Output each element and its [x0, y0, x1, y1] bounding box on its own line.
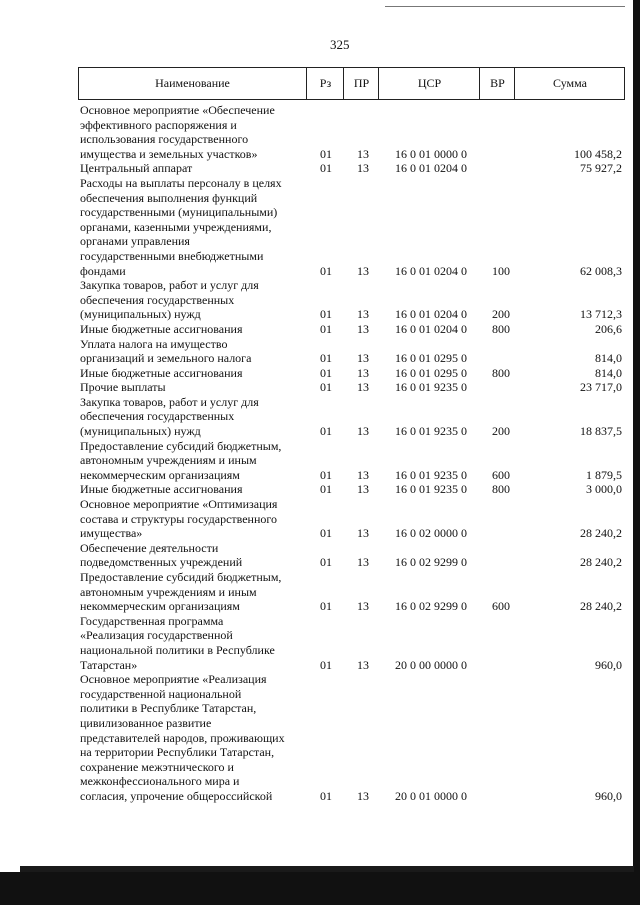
cell-rz: 01 [320, 657, 332, 672]
table-row [80, 395, 625, 439]
cell-sum: 28 240,2 [580, 555, 622, 570]
row-name-line: Иные бюджетные ассигнования [80, 482, 243, 497]
cell-sum: 960,0 [595, 788, 622, 803]
cell-pr: 13 [357, 321, 369, 336]
table-row [80, 672, 625, 803]
cell-pr: 13 [357, 365, 369, 380]
cell-pr: 13 [357, 599, 369, 614]
row-name-line: Основное мероприятие «Обеспечение [80, 103, 275, 117]
row-name [80, 161, 304, 176]
cell-csr: 20 0 00 0000 0 [395, 657, 467, 672]
cell-sum: 18 837,5 [580, 424, 622, 439]
cell-pr: 13 [357, 307, 369, 322]
row-name-line: Татарстан» [80, 657, 138, 672]
row-name-line: согласия, упрочение общероссийской [80, 788, 273, 803]
cell-rz: 01 [320, 424, 332, 439]
row-name-line: Предоставление субсидий бюджетным, [80, 438, 282, 453]
cell-pr: 13 [357, 526, 369, 541]
row-name-line: имущества» [80, 526, 143, 541]
table-row [80, 176, 625, 278]
table-row [80, 570, 625, 614]
row-name-line: автономным учреждениям и иным [80, 584, 257, 599]
cell-csr: 16 0 01 0295 0 [395, 351, 467, 366]
table-row [80, 497, 625, 541]
row-name-line: представителей народов, проживающих [80, 730, 285, 745]
row-name-line: межконфессионального мира и [80, 774, 240, 789]
cell-sum: 75 927,2 [580, 161, 622, 176]
cell-pr: 13 [357, 482, 369, 497]
cell-rz: 01 [320, 599, 332, 614]
cell-pr: 13 [357, 555, 369, 570]
cell-rz: 01 [320, 365, 332, 380]
cell-vr: 600 [492, 467, 510, 482]
cell-rz: 01 [320, 321, 332, 336]
cell-csr: 16 0 01 0000 0 [395, 146, 467, 161]
cell-pr: 13 [357, 380, 369, 395]
table-row [80, 380, 625, 395]
cell-sum: 3 000,0 [586, 482, 622, 497]
row-name-line: (муниципальных) нужд [80, 424, 201, 439]
cell-rz: 01 [320, 161, 332, 176]
row-name-line: органами управления [80, 234, 190, 249]
cell-rz: 01 [320, 555, 332, 570]
table-row [80, 103, 625, 161]
row-name-line: Закупка товаров, работ и услуг для [80, 394, 259, 409]
row-name-line: Основное мероприятие «Оптимизация [80, 497, 278, 512]
row-name [80, 278, 304, 322]
row-name-line: Прочие выплаты [80, 380, 166, 395]
cell-vr: 100 [492, 263, 510, 278]
table-row [80, 337, 625, 366]
row-name-line: национальной политики в Республике [80, 642, 275, 657]
cell-vr: 800 [492, 365, 510, 380]
table-row [80, 322, 625, 337]
header-name: Наименование [155, 76, 230, 90]
cell-sum: 62 008,3 [580, 263, 622, 278]
cell-csr: 20 0 01 0000 0 [395, 788, 467, 803]
cell-pr: 13 [357, 146, 369, 161]
cell-rz: 01 [320, 526, 332, 541]
table-row [80, 482, 625, 497]
cell-rz: 01 [320, 263, 332, 278]
row-name-line: автономным учреждениям и иным [80, 453, 257, 468]
row-name-line: обеспечения выполнения функций [80, 190, 258, 205]
row-name-line: Уплата налога на имущество [80, 336, 228, 351]
cell-sum: 814,0 [595, 365, 622, 380]
row-name-line: состава и структуры государственного [80, 511, 278, 526]
row-name [80, 380, 304, 395]
cell-sum: 1 879,5 [586, 467, 622, 482]
cell-sum: 23 717,0 [580, 380, 622, 395]
row-name-line: Иные бюджетные ассигнования [80, 321, 243, 336]
row-name-line: фондами [80, 263, 126, 278]
row-name-line: использования государственного [80, 132, 249, 147]
cell-rz: 01 [320, 380, 332, 395]
row-name-line: Основное мероприятие «Реализация [80, 672, 267, 687]
cell-csr: 16 0 01 0204 0 [395, 263, 467, 278]
table-row [80, 366, 625, 381]
cell-csr: 16 0 01 9235 0 [395, 424, 467, 439]
table-row [80, 161, 625, 176]
row-name-line: обеспечения государственных [80, 409, 235, 424]
cell-pr: 13 [357, 657, 369, 672]
row-name [80, 614, 304, 672]
cell-vr: 600 [492, 599, 510, 614]
row-name [80, 176, 304, 278]
row-name-line: цивилизованное развитие [80, 715, 212, 730]
cell-vr: 800 [492, 321, 510, 336]
cell-sum: 960,0 [595, 657, 622, 672]
row-name-line: Центральный аппарат [80, 161, 193, 176]
cell-pr: 13 [357, 788, 369, 803]
cell-sum: 814,0 [595, 351, 622, 366]
cell-pr: 13 [357, 467, 369, 482]
cell-sum: 28 240,2 [580, 599, 622, 614]
row-name [80, 337, 304, 366]
cell-sum: 100 458,2 [574, 146, 622, 161]
page-number: 325 [330, 37, 350, 52]
cell-pr: 13 [357, 161, 369, 176]
row-name [80, 497, 304, 541]
scan-top-rule [385, 6, 625, 7]
row-name [80, 482, 304, 497]
row-name-line: государственной национальной [80, 686, 242, 701]
header-rz: Рз [306, 68, 344, 99]
row-name [80, 672, 304, 803]
cell-pr: 13 [357, 424, 369, 439]
row-name [80, 570, 304, 614]
row-name-line: подведомственных учреждений [80, 555, 243, 570]
row-name-line: организаций и земельного налога [80, 351, 252, 366]
row-name-line: Закупка товаров, работ и услуг для [80, 278, 259, 293]
cell-csr: 16 0 01 0204 0 [395, 161, 467, 176]
row-name-line: обеспечения государственных [80, 292, 235, 307]
header-pr: ПР [343, 68, 379, 99]
row-name-line: эффективного распоряжения и [80, 117, 237, 132]
cell-pr: 13 [357, 263, 369, 278]
header-csr: ЦСР [378, 68, 480, 99]
cell-vr: 800 [492, 482, 510, 497]
cell-csr: 16 0 02 0000 0 [395, 526, 467, 541]
cell-rz: 01 [320, 788, 332, 803]
cell-csr: 16 0 01 9235 0 [395, 482, 467, 497]
row-name [80, 366, 304, 381]
row-name-line: некоммерческим организациям [80, 599, 240, 614]
cell-csr: 16 0 02 9299 0 [395, 599, 467, 614]
cell-rz: 01 [320, 307, 332, 322]
row-name [80, 103, 304, 161]
row-name-line: «Реализация государственной [80, 628, 233, 643]
table-row [80, 614, 625, 672]
table-row [80, 439, 625, 483]
cell-sum: 28 240,2 [580, 526, 622, 541]
cell-sum: 13 712,3 [580, 307, 622, 322]
row-name-line: политики в Республике Татарстан, [80, 701, 257, 716]
cell-rz: 01 [320, 482, 332, 497]
table-header [78, 67, 625, 100]
cell-rz: 01 [320, 351, 332, 366]
row-name-line: имущества и земельных участков» [80, 146, 258, 161]
cell-sum: 206,6 [595, 321, 622, 336]
row-name [80, 541, 304, 570]
table-row [80, 541, 625, 570]
cell-rz: 01 [320, 146, 332, 161]
cell-csr: 16 0 01 9235 0 [395, 380, 467, 395]
cell-csr: 16 0 01 0295 0 [395, 365, 467, 380]
cell-csr: 16 0 02 9299 0 [395, 555, 467, 570]
row-name-line: Иные бюджетные ассигнования [80, 365, 243, 380]
row-name-line: государственными внебюджетными [80, 248, 264, 263]
cell-vr: 200 [492, 424, 510, 439]
row-name-line: Государственная программа [80, 613, 224, 628]
cell-pr: 13 [357, 351, 369, 366]
cell-csr: 16 0 01 9235 0 [395, 467, 467, 482]
cell-vr: 200 [492, 307, 510, 322]
row-name-line: Обеспечение деятельности [80, 540, 219, 555]
budget-table-body [80, 103, 625, 804]
row-name-line: Расходы на выплаты персоналу в целях [80, 175, 282, 190]
row-name-line: (муниципальных) нужд [80, 307, 201, 322]
cell-rz: 01 [320, 467, 332, 482]
cell-csr: 16 0 01 0204 0 [395, 321, 467, 336]
row-name-line: некоммерческим организациям [80, 467, 240, 482]
row-name [80, 322, 304, 337]
row-name [80, 395, 304, 439]
table-row [80, 278, 625, 322]
row-name-line: государственными (муниципальными) [80, 205, 278, 220]
row-name-line: органами, казенными учреждениями, [80, 219, 272, 234]
row-name [80, 439, 304, 483]
row-name-line: на территории Республики Татарстан, [80, 745, 275, 760]
row-name-line: Предоставление субсидий бюджетным, [80, 570, 282, 584]
header-vr: ВР [479, 68, 515, 99]
header-sum: Сумма [514, 68, 625, 99]
cell-csr: 16 0 01 0204 0 [395, 307, 467, 322]
scan-right-edge [633, 0, 640, 905]
row-name-line: сохранение межэтнического и [80, 759, 234, 774]
scan-bottom-edge [0, 872, 640, 905]
